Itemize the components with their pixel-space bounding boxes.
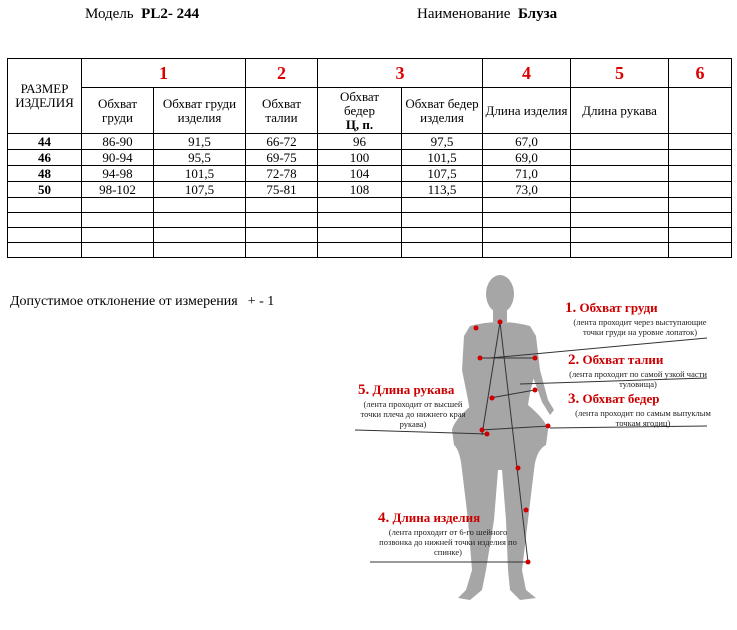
empty-row [8, 213, 732, 228]
table-cell: 104 [318, 166, 402, 182]
tolerance-text: Допустимое отклонение от измерения [10, 294, 238, 309]
annotation-sleeve [358, 382, 468, 429]
table-cell: 95,5 [154, 150, 246, 166]
table-cell: 101,5 [154, 166, 246, 182]
tolerance-value: + - 1 [247, 294, 275, 309]
annotation-hips-num: 3. [568, 391, 580, 407]
model-label: Модель [85, 6, 134, 22]
table-cell: 73,0 [483, 182, 571, 198]
annotation-waist [568, 352, 708, 389]
size-cell: 44 [8, 134, 82, 150]
table-cell [571, 182, 669, 198]
table-row [8, 182, 732, 198]
size-cell: 46 [8, 150, 82, 166]
col-header-empty [669, 88, 732, 134]
table-cell: 107,5 [154, 182, 246, 198]
table-cell [571, 134, 669, 150]
col-header-length: Длина изделия [483, 88, 571, 134]
table-cell: 94-98 [82, 166, 154, 182]
annotation-hips-sub: (лента проходит по самым выпуклым точкам ягодиц) [575, 408, 711, 428]
table-cell: 66-72 [246, 134, 318, 150]
col-header-chest-garment: Обхват груди изделия [154, 88, 246, 134]
annotation-chest [565, 300, 715, 337]
table-cell [669, 150, 732, 166]
annotation-chest-num: 1. [565, 300, 577, 316]
table-cell: 96 [318, 134, 402, 150]
annotation-sleeve-title: Длина рукава [372, 382, 455, 397]
table-cell [669, 182, 732, 198]
table-cell: 72-78 [246, 166, 318, 182]
table-cell: 107,5 [402, 166, 483, 182]
col-header-hips-line1: Обхват [339, 88, 380, 104]
table-cell [571, 166, 669, 182]
empty-row [8, 228, 732, 243]
table-cell: 75-81 [246, 182, 318, 198]
annotation-sleeve-sub: (лента проходит от высшей точки плеча до нижнего края рукава) [360, 399, 466, 429]
annotation-sleeve-num: 5. [358, 382, 370, 398]
table-cell: 113,5 [402, 182, 483, 198]
table-row [8, 166, 732, 182]
table-cell [669, 134, 732, 150]
annotation-length [378, 510, 518, 557]
annotation-length-num: 4. [378, 510, 390, 526]
table-cell [571, 150, 669, 166]
group-number-2: 2 [246, 59, 318, 88]
name-header [417, 6, 557, 23]
group-number-3: 3 [318, 59, 483, 88]
table-cell: 100 [318, 150, 402, 166]
col-header-chest: Обхват груди [82, 88, 154, 134]
size-cell: 48 [8, 166, 82, 182]
table-cell [669, 166, 732, 182]
col-header-sleeve: Длина рукава [571, 88, 669, 134]
annotation-hips [568, 391, 718, 428]
annotation-length-sub: (лента проходит от 6-го шейного позвонка до нижней точки изделия по спинке) [379, 527, 517, 557]
col-header-hips-line2: бедер [344, 102, 375, 118]
table-row [8, 150, 732, 166]
tolerance-note [10, 294, 274, 310]
table-cell: 69,0 [483, 150, 571, 166]
table-row [8, 134, 732, 150]
group-number-4: 4 [483, 59, 571, 88]
model-header [85, 6, 199, 23]
table-cell: 108 [318, 182, 402, 198]
col-header-hips-line3: Ц, п. [345, 116, 374, 132]
table-cell: 90-94 [82, 150, 154, 166]
group-number-5: 5 [571, 59, 669, 88]
measurement-figure [350, 270, 737, 630]
size-table [7, 58, 732, 258]
annotation-waist-num: 2. [568, 352, 580, 368]
table-cell: 98-102 [82, 182, 154, 198]
col-header-hips [318, 88, 402, 134]
annotation-length-title: Длина изделия [392, 510, 481, 525]
table-cell: 101,5 [402, 150, 483, 166]
group-number-6: 6 [669, 59, 732, 88]
table-cell: 91,5 [154, 134, 246, 150]
col-header-waist: Обхват талии [246, 88, 318, 134]
empty-row [8, 198, 732, 213]
size-cell: 50 [8, 182, 82, 198]
table-cell: 97,5 [402, 134, 483, 150]
table-cell: 67,0 [483, 134, 571, 150]
model-value: PL2- 244 [141, 6, 200, 22]
annotation-waist-sub: (лента проходит по самой узкой части туловища) [569, 369, 707, 389]
annotation-hips-title: Обхват бедер [582, 391, 660, 406]
group-number-1: 1 [82, 59, 246, 88]
table-cell: 71,0 [483, 166, 571, 182]
annotation-chest-title: Обхват груди [579, 300, 658, 315]
name-value: Блуза [517, 6, 558, 22]
empty-row [8, 243, 732, 258]
table-cell: 86-90 [82, 134, 154, 150]
name-label: Наименование [417, 6, 511, 22]
col-header-hips-garment: Обхват бедер изделия [402, 88, 483, 134]
size-header: РАЗМЕР ИЗДЕЛИЯ [8, 59, 82, 134]
table-cell: 69-75 [246, 150, 318, 166]
annotation-waist-title: Обхват талии [582, 352, 664, 367]
annotation-chest-sub: (лента проходит через выступающие точки груди на уровне лопаток) [573, 317, 707, 337]
